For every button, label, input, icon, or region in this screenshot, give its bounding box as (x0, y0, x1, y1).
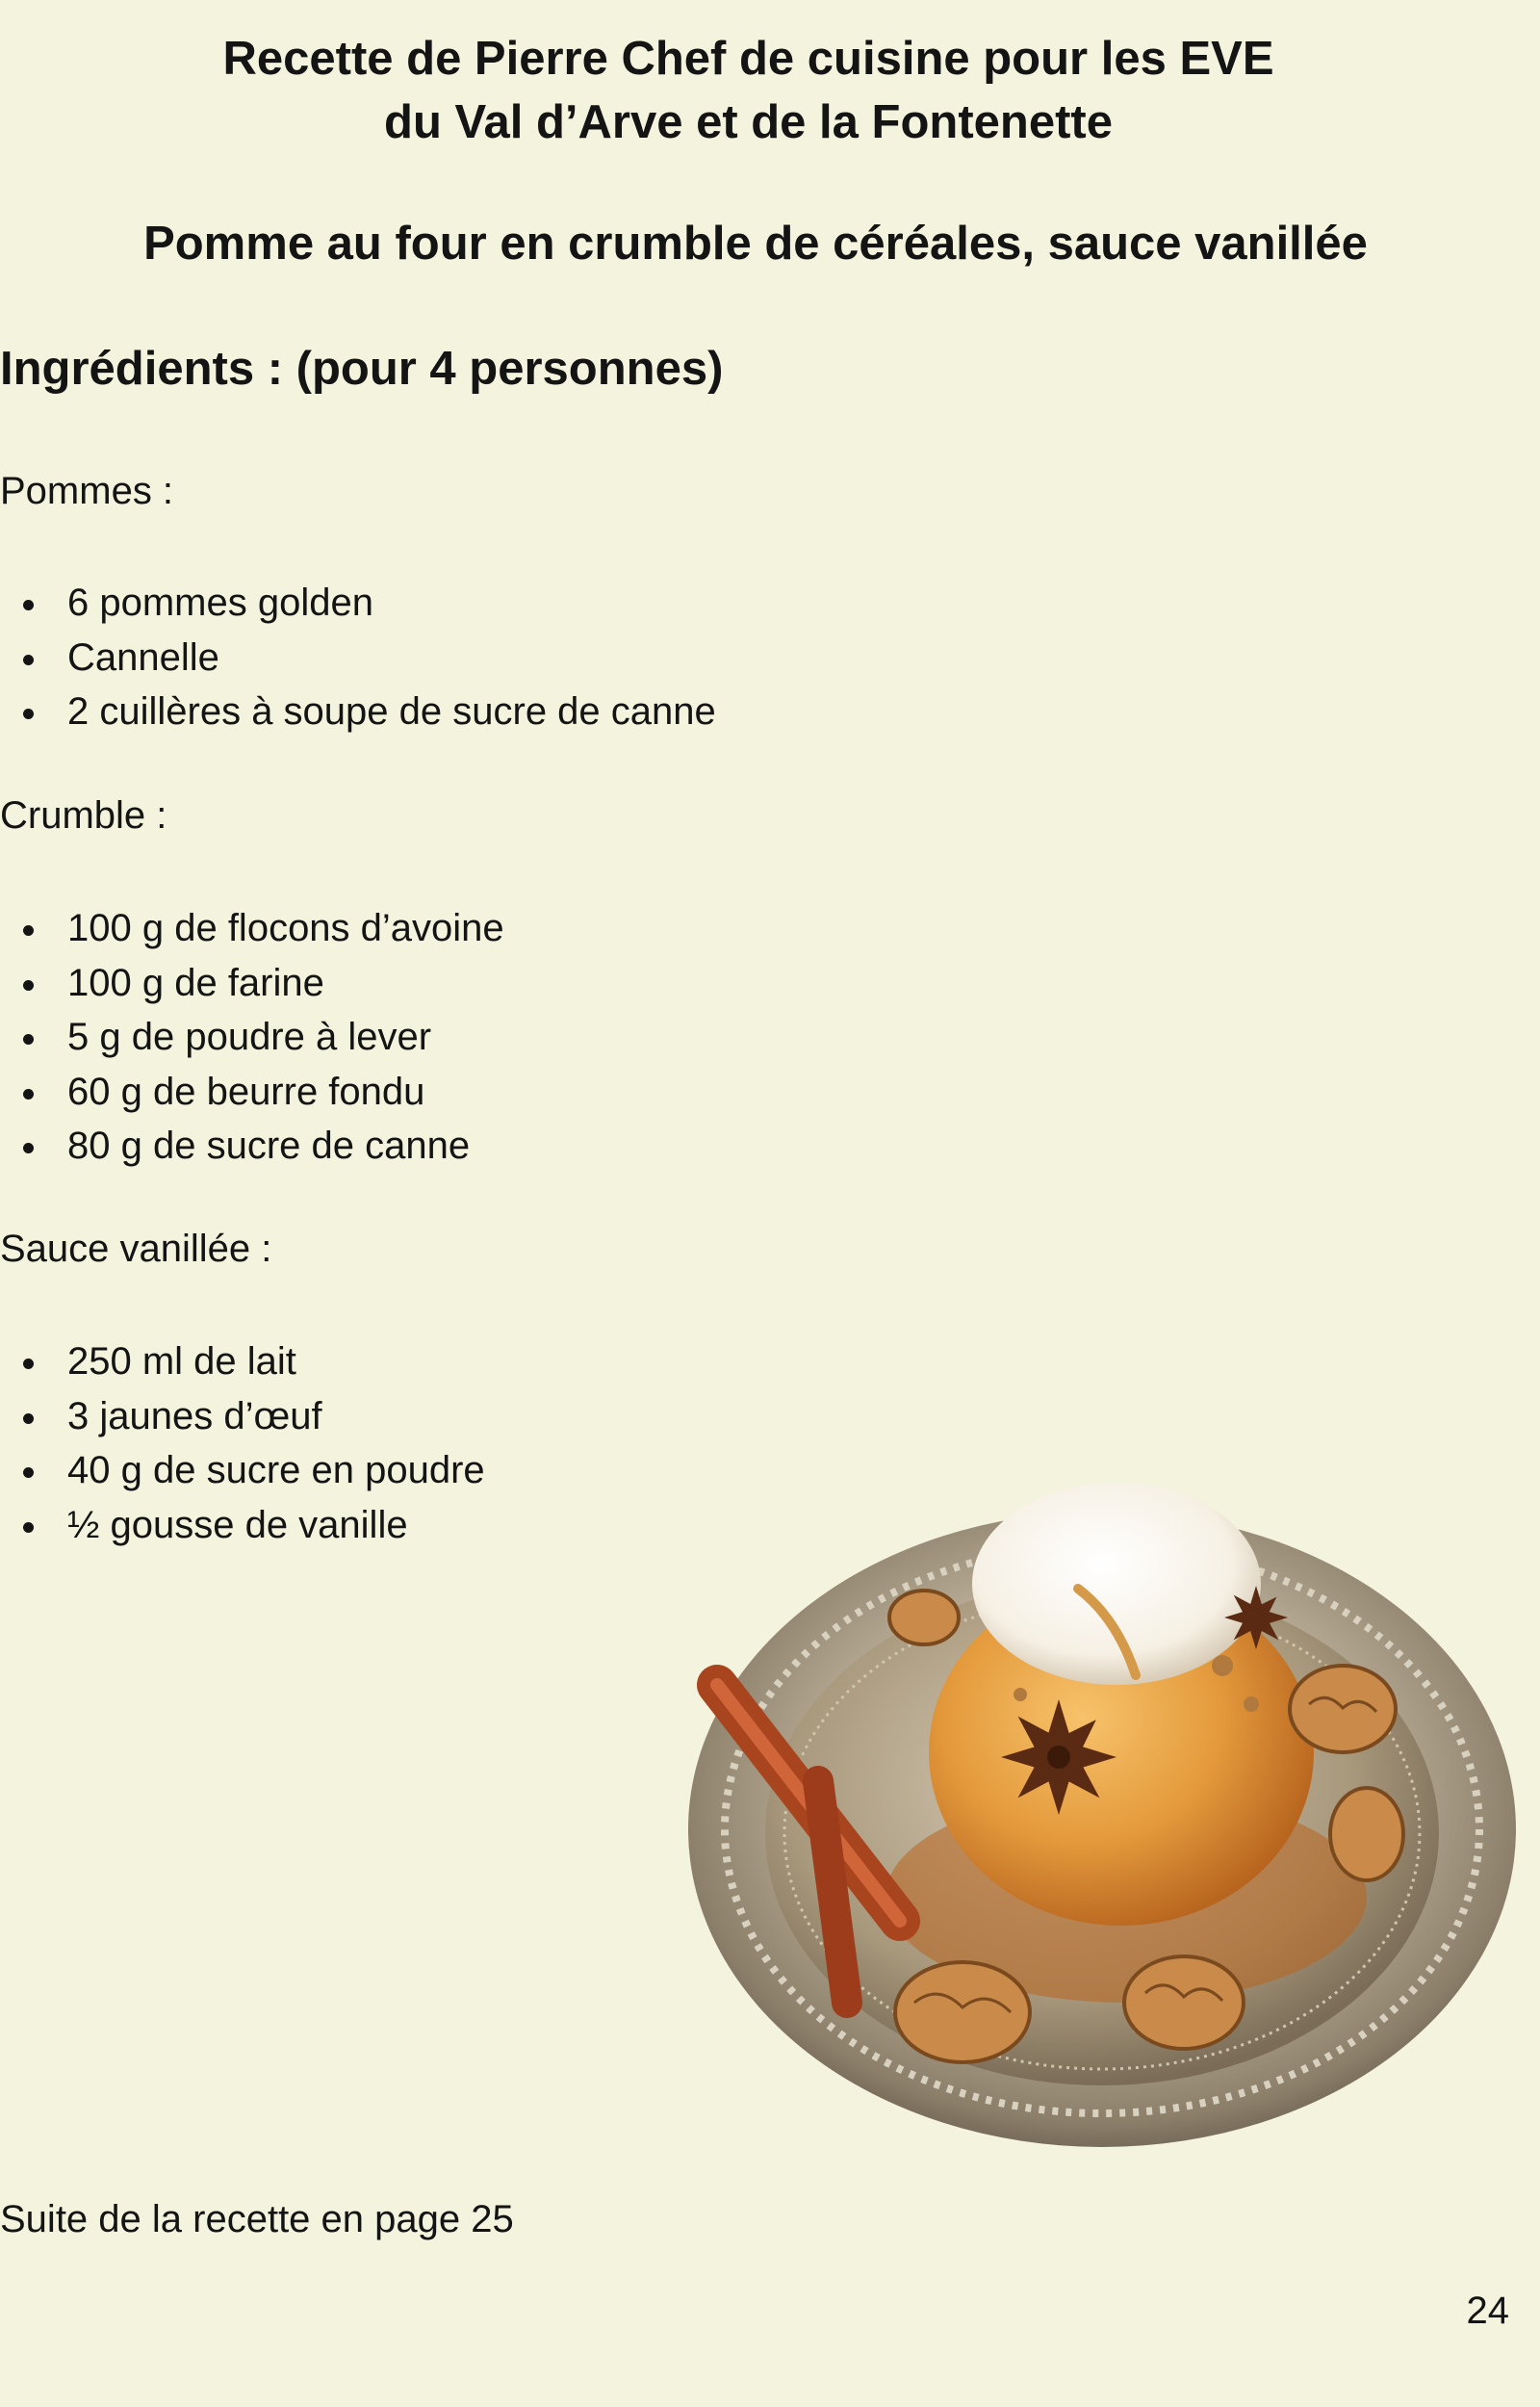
list-item: 2 cuillères à soupe de sucre de canne (0, 685, 716, 739)
list-item: ½ gousse de vanille (0, 1498, 485, 1553)
section-label-pommes: Pommes : (0, 470, 174, 512)
ingredient-list-pommes (0, 576, 716, 739)
list-item: Cannelle (0, 631, 716, 686)
document-title-line1: Recette de Pierre Chef de cuisine pour les EVE (222, 33, 1274, 85)
section-label-crumble: Crumble : (0, 794, 167, 837)
continuation-note: Suite de la recette en page 25 (0, 2198, 514, 2240)
document-title-line2: du Val d’Arve et de la Fontenette (384, 96, 1113, 148)
list-item: 60 g de beurre fondu (0, 1065, 504, 1120)
recipe-title: Pomme au four en crumble de céréales, sauce vanillée (143, 218, 1368, 270)
page-number: 24 (1466, 2290, 1509, 2332)
ingredients-heading: Ingrédients : (pour 4 personnes) (0, 343, 724, 395)
ingredient-list-crumble (0, 901, 504, 1174)
list-item: 80 g de sucre de canne (0, 1119, 504, 1174)
list-item: 6 pommes golden (0, 576, 716, 631)
list-item: 250 ml de lait (0, 1334, 485, 1389)
list-item: 40 g de sucre en poudre (0, 1443, 485, 1498)
ingredient-list-sauce (0, 1334, 485, 1552)
list-item: 100 g de farine (0, 956, 504, 1011)
baked-apple-photo (674, 1463, 1521, 2176)
section-label-sauce: Sauce vanillée : (0, 1228, 272, 1270)
list-item: 3 jaunes d’œuf (0, 1389, 485, 1444)
list-item: 5 g de poudre à lever (0, 1010, 504, 1065)
list-item: 100 g de flocons d’avoine (0, 901, 504, 956)
